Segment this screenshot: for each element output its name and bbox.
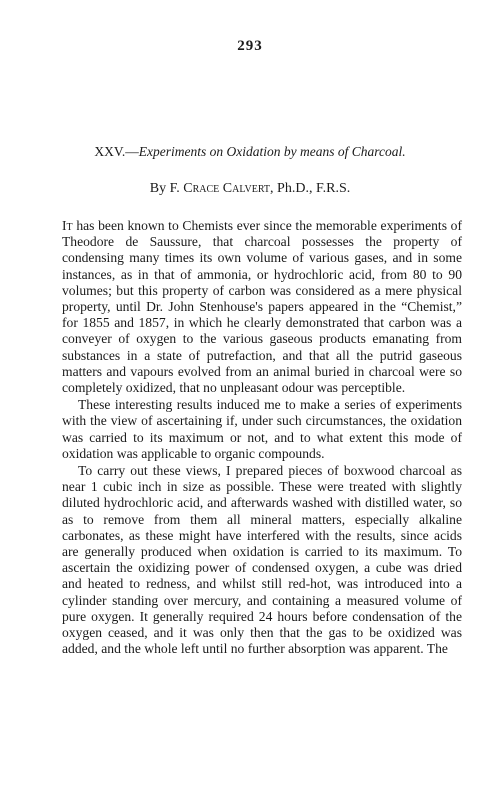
article-title-text: Experiments on Oxidation by means of Charcoal. (138, 144, 406, 159)
paragraph-3: To carry out these views, I prepared pieces of boxwood charcoal as near 1 cubic inch in size as possible. These were treated with slightly diluted hydrochloric acid, and afterwards washed with distilled water, so as to remove from them all mineral matters, especially alkaline carbonates, as these might have interfered with the results, since acids are generally produced when oxidation is carried to its maximum. To ascertain the oxidizing power of condensed oxygen, a cube was dried and heated to redness, and whilst still red-hot, was introduced into a cylinder standing over mercury, and containing a measured volume of pure oxygen. It generally required 24 hours before condensation of the oxygen ceased, and it was only then that the gas to be oxidized was added, and the whole left until no further absorption was apparent. The (62, 463, 462, 657)
author-name: F. Crace Calvert (169, 181, 271, 196)
body-text (62, 218, 462, 657)
paragraph-text: has been known to Chemists ever since the memorable experiments of Theodore de Saussure, that charcoal possesses the property of condensing many times its own volume of various gases, and in some instances, as in that of ammonia, or hydrochloric acid, from 80 to 90 volumes; but this property of carbon was considered as a mere physical property, until Dr. John Stenhouse's papers appeared in the “Chemist,” for 1855 and 1857, in which he clearly demonstrated that carbon was a conveyer of oxygen to the various gaseous products emanating from substances in a state of putrefaction, and that all the putrid gaseous matters and vapours evolved from an animal buried in charcoal were so completely oxidized, that no unpleasant odour was perceptible. (62, 218, 462, 396)
byline-prefix: By (149, 181, 170, 196)
author-credentials: , Ph.D., F.R.S. (270, 181, 351, 196)
paragraph-lead: It (62, 218, 73, 233)
paragraph-1 (62, 218, 462, 396)
byline (0, 181, 500, 197)
article-title (0, 144, 500, 160)
article-number: XXV.— (94, 144, 139, 159)
page-number: 293 (237, 38, 263, 54)
paragraph-2: These interesting results induced me to make a series of experiments with the view of ascertaining if, under such circumstances, the oxidation was carried to its maximum or not, and to what extent this mode of oxidation was applicable to organic compounds. (62, 397, 462, 461)
